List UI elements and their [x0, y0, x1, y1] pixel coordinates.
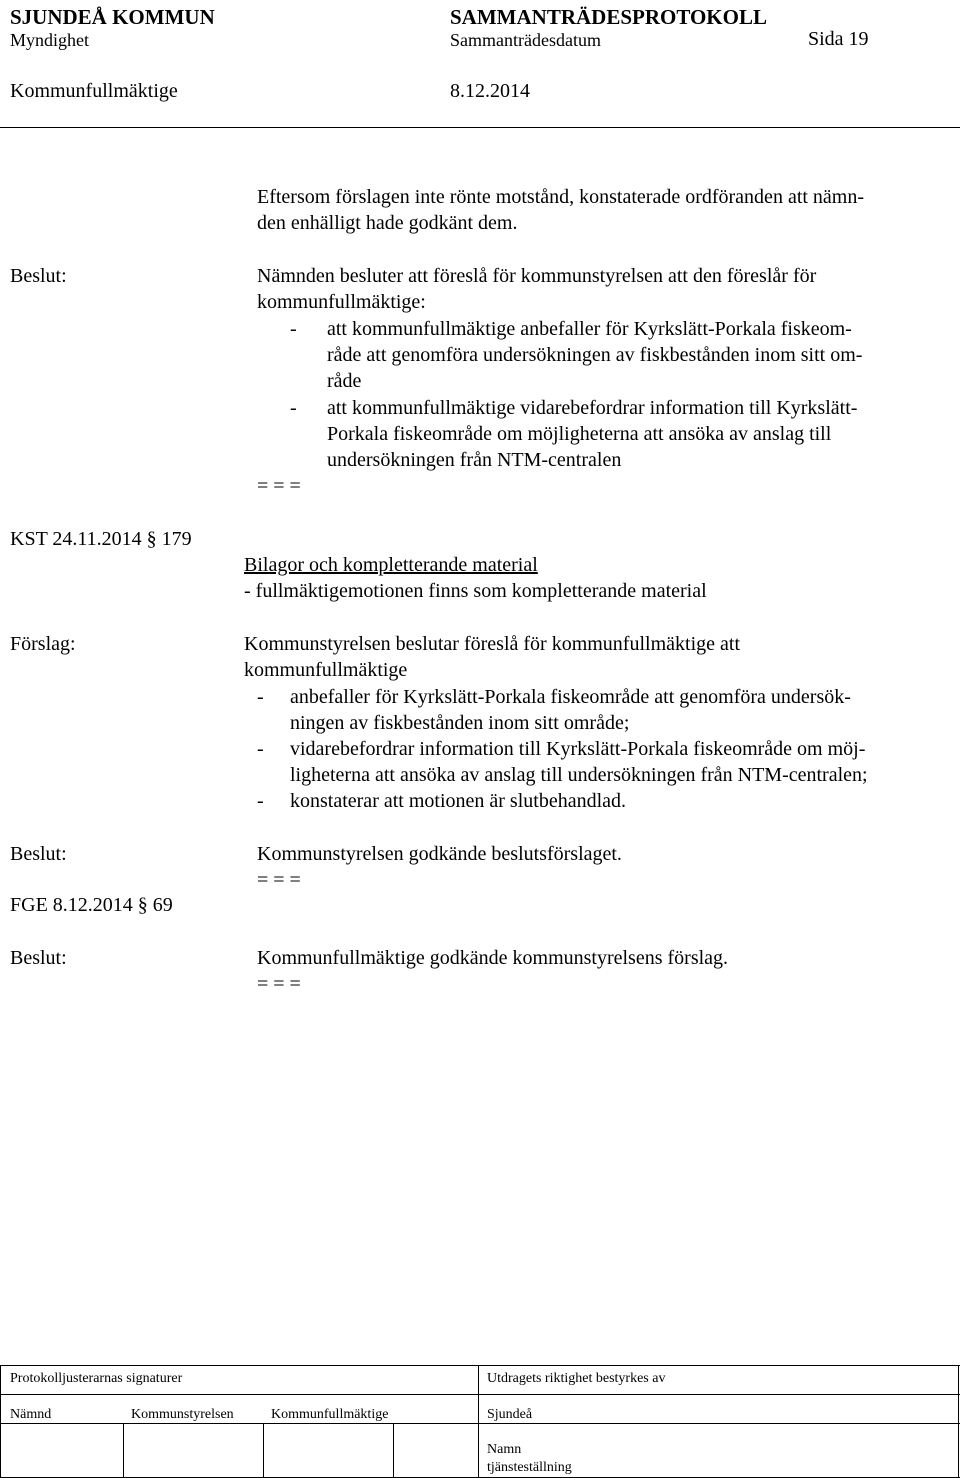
- attachments-heading: Bilagor och kompletterande material: [244, 554, 538, 576]
- decision-text: Kommunfullmäktige godkände kommunstyrelsens förslag.: [257, 947, 729, 969]
- proposal-text: kommunfullmäktige: [244, 659, 408, 681]
- separator: = = =: [257, 973, 301, 995]
- signatures-label: Protokolljusterarnas signaturer: [10, 1371, 183, 1386]
- list-item-text: att kommunfullmäktige vidarebefordrar information till Kyrkslätt-: [327, 397, 858, 419]
- authority-name: Kommunfullmäktige: [10, 80, 178, 102]
- separator: = = =: [257, 475, 301, 497]
- decision-label: Beslut:: [10, 947, 67, 969]
- list-item-text: anbefaller för Kyrkslätt-Porkala fiskeområde att genomföra undersök-: [290, 686, 851, 708]
- attachments-line: - fullmäktigemotionen finns som kompletterande material: [244, 580, 707, 602]
- separator: = = =: [257, 869, 301, 891]
- list-dash: -: [257, 686, 264, 708]
- table-border: [0, 1423, 960, 1424]
- certify-title-label: tjänsteställning: [487, 1460, 572, 1475]
- table-border: [958, 1365, 959, 1478]
- decision-label: Beslut:: [10, 265, 67, 287]
- table-border: [0, 1365, 1, 1478]
- meeting-date-label: Sammanträdesdatum: [450, 30, 601, 50]
- list-item-text: råde att genomföra undersökningen av fiskbestånden inom sitt om-: [327, 344, 863, 366]
- certify-name-label: Namn: [487, 1442, 522, 1457]
- list-item-text: ligheterna att ansöka av anslag till undersökningen från NTM-centralen;: [290, 764, 868, 786]
- list-item-text: undersökningen från NTM-centralen: [327, 449, 622, 471]
- table-border: [123, 1423, 124, 1478]
- proposal-text: Kommunstyrelsen beslutar föreslå för kommunfullmäktige att: [244, 633, 740, 655]
- signature-column-municipal-board: Kommunstyrelsen: [131, 1407, 234, 1422]
- table-border: [393, 1423, 394, 1478]
- document-type: SAMMANTRÄDESPROTOKOLL: [450, 5, 767, 29]
- intro-line: Eftersom förslagen inte rönte motstånd, konstaterade ordföranden att nämn-: [257, 186, 865, 208]
- decision-text: kommunfullmäktige:: [257, 291, 426, 313]
- table-border: [0, 1394, 960, 1395]
- fge-reference: FGE 8.12.2014 § 69: [10, 894, 173, 916]
- certify-label: Utdragets riktighet bestyrkes av: [487, 1371, 666, 1386]
- signature-column-council: Kommunfullmäktige: [271, 1407, 389, 1422]
- list-dash: -: [290, 397, 297, 419]
- list-dash: -: [290, 318, 297, 340]
- list-item-text: ningen av fiskbestånden inom sitt område;: [290, 712, 630, 734]
- table-border: [263, 1423, 264, 1478]
- organization-name: SJUNDEÅ KOMMUN: [10, 5, 215, 29]
- list-dash: -: [257, 738, 264, 760]
- certify-municipality: Sjundeå: [487, 1407, 533, 1422]
- list-item-text: att kommunfullmäktige anbefaller för Kyrkslätt-Porkala fiskeom-: [327, 318, 852, 340]
- list-item-text: råde: [327, 370, 362, 392]
- kst-reference: KST 24.11.2014 § 179: [10, 528, 192, 550]
- authority-label: Myndighet: [10, 30, 89, 50]
- table-border: [0, 1365, 960, 1366]
- proposal-label: Förslag:: [10, 633, 76, 655]
- list-dash: -: [257, 790, 264, 812]
- table-border: [478, 1365, 479, 1478]
- decision-text: Nämnden besluter att föreslå för kommunstyrelsen att den föreslår för: [257, 265, 817, 287]
- decision-label: Beslut:: [10, 843, 67, 865]
- list-item-text: Porkala fiskeområde om möjligheterna att ansöka av anslag till: [327, 423, 832, 445]
- page-number: Sida 19: [808, 28, 869, 50]
- signature-column-board: Nämnd: [10, 1407, 52, 1422]
- header-divider: [0, 127, 960, 128]
- list-item-text: vidarebefordrar information till Kyrkslätt-Porkala fiskeområde om möj-: [290, 738, 866, 760]
- intro-line: den enhälligt hade godkänt dem.: [257, 212, 518, 234]
- meeting-date: 8.12.2014: [450, 80, 530, 102]
- list-item-text: konstaterar att motionen är slutbehandlad.: [290, 790, 627, 812]
- decision-text: Kommunstyrelsen godkände beslutsförslaget.: [257, 843, 622, 865]
